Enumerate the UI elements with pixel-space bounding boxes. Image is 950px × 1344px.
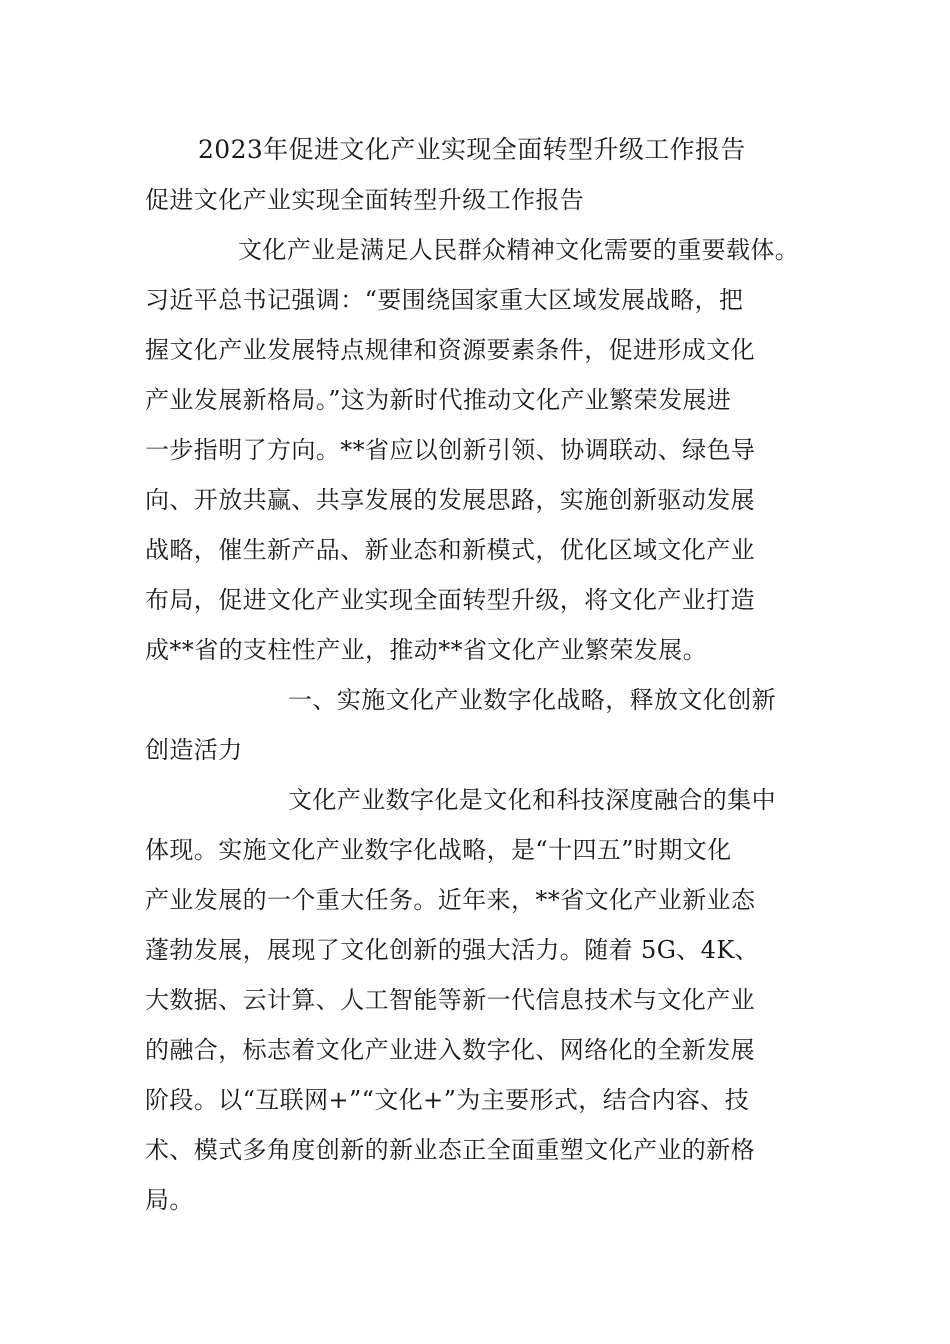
document-title: 2023年促进文化产业实现全面转型升级工作报告 [198,135,746,164]
intro-line-1: 文化产业是满足人民群众精神文化需要的重要载体。 [238,236,800,264]
intro-line-4: 产业发展新格局。”这为新时代推动文化产业繁荣发展进 [145,386,732,414]
section1-body-line-7: 阶段。以“互联网+”“文化+”为主要形式，结合内容、技 [145,1086,750,1114]
intro-line-8: 布局，促进文化产业实现全面转型升级，将文化产业打造 [145,586,755,614]
section1-body-line-6: 的融合，标志着文化产业进入数字化、网络化的全新发展 [145,1036,755,1064]
section1-heading-line-1: 一、实施文化产业数字化战略，释放文化创新 [288,686,776,714]
intro-line-3: 握文化产业发展特点规律和资源要素条件，促进形成文化 [145,336,755,364]
section1-body-line-5: 大数据、云计算、人工智能等新一代信息技术与文化产业 [145,986,755,1014]
section1-heading-line-2: 创造活力 [145,736,243,764]
section1-body-line-8: 术、模式多角度创新的新业态正全面重塑文化产业的新格 [145,1136,755,1164]
section1-body-line-4: 蓬勃发展，展现了文化创新的强大活力。随着 5G、4K、 [145,936,760,964]
intro-line-9: 成**省的支柱性产业，推动**省文化产业繁荣发展。 [145,636,707,664]
section1-body-line-1: 文化产业数字化是文化和科技深度融合的集中 [288,786,776,814]
intro-line-7: 战略，催生新产品、新业态和新模式，优化区域文化产业 [145,536,755,564]
section1-body-line-2: 体现。实施文化产业数字化战略，是“十四五”时期文化 [145,836,732,864]
section1-body-line-3: 产业发展的一个重大任务。近年来，**省文化产业新业态 [145,886,756,914]
section1-body-line-9: 局。 [145,1186,194,1214]
intro-line-6: 向、开放共赢、共享发展的发展思路，实施创新驱动发展 [145,486,755,514]
intro-line-2: 习近平总书记强调：“要围绕国家重大区域发展战略，把 [145,286,744,314]
document-subtitle: 促进文化产业实现全面转型升级工作报告 [145,186,585,214]
intro-line-5: 一步指明了方向。**省应以创新引领、协调联动、绿色导 [145,436,756,464]
